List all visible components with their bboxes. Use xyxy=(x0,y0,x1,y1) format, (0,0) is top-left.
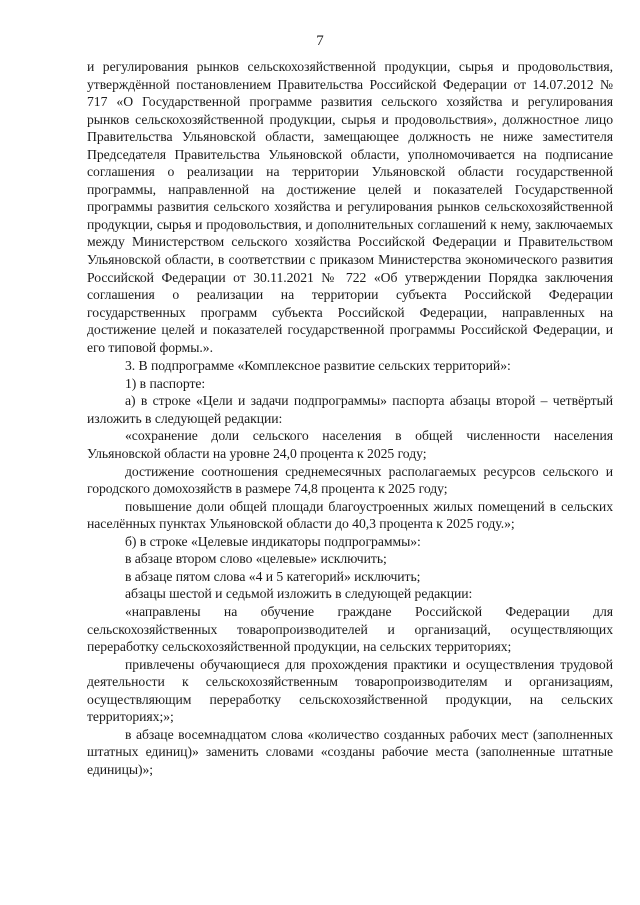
paragraph-quote-training: «направлены на обучение граждане Российской Федерации для сельскохозяйственных товаропроизводителей и организаций, осуществляющих переработку сельскохозяйственной продукции, на сельских территориях; xyxy=(87,603,613,655)
paragraph-continuation: и регулирования рынков сельскохозяйственной продукции, сырья и продовольствия, утверждённой постановлением Правительства Российской Федерации от 14.07.2012 № 717 «О Государственной программе развития сельского хозяйства и регулирования рынков сельскохозяйственной продукции, сырья и продовольствия», должностное лицо Правительства Ульяновской области, замещающее должность не ниже заместителя Председателя Правительства Ульяновской области, уполномочивается на подписание соглашения о реализации на территории Ульяновской области государственной программы, направленной на достижение целей и показателей Государственной программы развития сельского хозяйства и регулирования рынков сельскохозяйственной продукции, сырья и продовольствия, и дополнительных соглашений к нему, заключаемых между Министерством сельского хозяйства Российской Федерации и Правительством Ульяновской области, в соответствии с приказом Министерства экономического развития Российской Федерации от 30.11.2021 № 722 «Об утверждении Порядка заключения соглашения о реализации на территории субъекта Российской Федерации государственных программ субъекта Российской Федерации, направленных на достижение целей и показателей государственной программы Российской Федерации, и его типовой формы.». xyxy=(87,59,613,355)
paragraph-goal-3: повышение доли общей площади благоустроенных жилых помещений в сельских населённых пунктах Ульяновской области до 40,3 процента к 2025 году.»; xyxy=(87,498,613,532)
paragraph-subitem-b: б) в строке «Целевые индикаторы подпрограммы»: xyxy=(125,533,421,549)
paragraph-subitem-1: 1) в паспорте: xyxy=(125,375,206,391)
paragraph-goal-2: достижение соотношения среднемесячных располагаемых ресурсов сельского и городского домохозяйств в размере 74,8 процента к 2025 году; xyxy=(87,463,613,497)
document-body xyxy=(87,58,613,778)
paragraph-subitem-a: а) в строке «Цели и задачи подпрограммы» паспорта абзацы второй – четвёртый изложить в следующей редакции: xyxy=(87,393,613,426)
paragraph-item-3: 3. В подпрограмме «Комплексное развитие сельских территорий»: xyxy=(125,358,511,374)
paragraph-quote-practice: привлечены обучающиеся для прохождения практики и осуществления трудовой деятельности к сельскохозяйственным товаропроизводителям и организациям, осуществляющим переработку сельскохозяйственной продукции, на сельских территориях;»; xyxy=(87,656,613,725)
paragraph-indicator-2: в абзаце втором слово «целевые» исключить; xyxy=(125,551,387,567)
paragraph-indicator-18: в абзаце восемнадцатом слова «количество созданных рабочих мест (заполненных штатных единиц)» заменить словами «созданы рабочие места (заполненные штатные единицы)»; xyxy=(87,726,613,777)
paragraph-goal-1: «сохранение доли сельского населения в общей численности населения Ульяновской области на уровне 24,0 процента к 2025 году; xyxy=(87,428,613,462)
paragraph-indicator-5: в абзаце пятом слова «4 и 5 категорий» исключить; xyxy=(125,568,421,584)
page-number: 7 xyxy=(316,33,324,49)
paragraph-indicator-6-7: абзацы шестой и седьмой изложить в следующей редакции: xyxy=(125,586,473,602)
